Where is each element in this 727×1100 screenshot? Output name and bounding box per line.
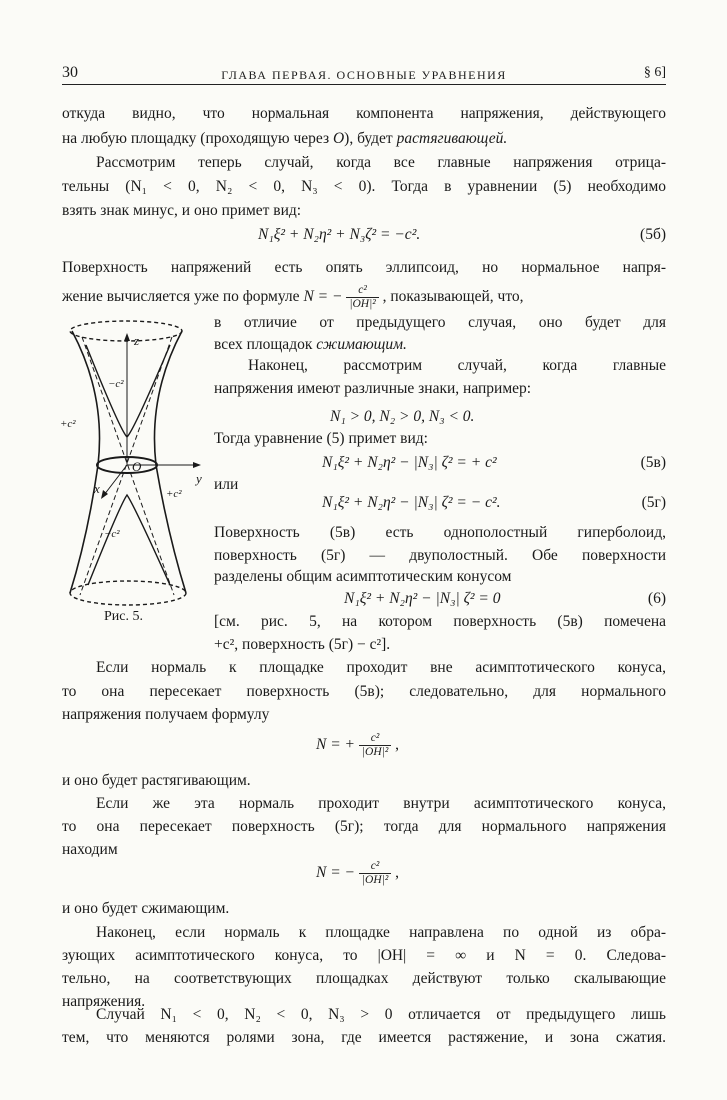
- page-number: 30: [62, 64, 78, 81]
- label-y: y: [196, 471, 202, 486]
- x-axis: [104, 465, 127, 495]
- figure-5-hyperboloid: [58, 315, 203, 615]
- text-line: и оно будет растягивающим.: [62, 772, 251, 789]
- text-line: Наконец, рассмотрим случай, когда главные: [248, 357, 666, 374]
- equation-5v: N₁ξ² + N₂η² − |N₃| ζ² = + c²: [322, 454, 497, 471]
- label-x: x: [94, 481, 100, 496]
- text-line: находим: [62, 841, 118, 858]
- text-line: Случай N₁ < 0, N₂ < 0, N₃ > 0 отличается от предыдущего лишь: [96, 1006, 666, 1023]
- text-line: Поверхность напряжений есть опять эллипсоид, но нормальное напря-: [62, 259, 666, 276]
- equation-5b: N₁ξ² + N₂η² + N₃ζ² = −c².: [258, 226, 421, 243]
- running-header: [62, 62, 666, 82]
- equation-number: (5г): [641, 494, 666, 511]
- equation-number: (6): [647, 590, 666, 607]
- label-minus-c2-bottom: −c²: [104, 528, 120, 540]
- label-plus-c2-left: +c²: [60, 418, 76, 430]
- text-line: [см. рис. 5, на котором поверхность (5в) помечена: [214, 613, 666, 630]
- z-arrow-icon: [124, 333, 130, 341]
- text-line: разделены общим асимптотическим конусом: [214, 568, 512, 585]
- text-line: на любую площадку (проходящую через O), будет растягивающей.: [62, 130, 508, 147]
- fraction: $\frac{\text{c²}}{\text{|OH|²}}$: [359, 860, 391, 887]
- text-line: в отличие от предыдущего случая, оно будет для: [214, 314, 666, 331]
- formula-compressive: N = − $\frac{\text{c²}}{\text{|OH|²}}$ ,: [316, 860, 400, 886]
- text-line: Если нормаль к площадке проходит вне асимптотического конуса,: [96, 659, 666, 676]
- text-line: тельны (N₁ < 0, N₂ < 0, N₃ < 0). Тогда в уравнении (5) необходимо: [62, 178, 666, 195]
- fraction: $\frac{\text{c²}}{\text{|OH|²}}$: [359, 732, 391, 759]
- text-line: тельно, на соответствующих площадках действуют только скалывающие: [62, 970, 666, 987]
- text-line: жение вычисляется уже по формуле N = − $\frac{\text{c²}}{\text{|OH|²}}$ , показывающей, что,: [62, 284, 524, 310]
- equation-number: (5б): [640, 226, 666, 243]
- fraction: $\frac{\text{c²}}{\text{|OH|²}}$: [346, 284, 378, 311]
- text-line: напряжения.: [62, 993, 146, 1010]
- y-arrow-icon: [193, 462, 201, 468]
- hyperboloid-left: [70, 331, 100, 593]
- label-origin: O: [132, 459, 142, 474]
- hyperboloid-diagram: [58, 315, 203, 615]
- equation-number: (5в): [640, 454, 666, 471]
- cone-line: [82, 337, 174, 595]
- header-rule: [62, 84, 666, 85]
- text-line: то она пересекает поверхность (5в); следовательно, для нормального: [62, 683, 666, 700]
- text-line: напряжения получаем формулу: [62, 706, 270, 723]
- text-line: взять знак минус, и оно примет вид:: [62, 202, 302, 219]
- text-line: Наконец, если нормаль к площадке направлена по одной из обра-: [96, 924, 666, 941]
- text-line: +c², поверхность (5г) − c²].: [214, 636, 391, 653]
- text-line: то она пересекает поверхность (5г); тогда для нормального напряжения: [62, 818, 666, 835]
- figure-caption: Рис. 5.: [104, 609, 143, 624]
- text-line: Поверхность (5в) есть однополостный гиперболоид,: [214, 524, 666, 541]
- chapter-title: ГЛАВА ПЕРВАЯ. ОСНОВНЫЕ УРАВНЕНИЯ: [221, 68, 507, 82]
- text-line: зующих асимптотического конуса, то |OH| = ∞ и N = 0. Следова-: [62, 947, 666, 964]
- equation-6: N₁ξ² + N₂η² − |N₃| ζ² = 0: [344, 590, 501, 607]
- label-plus-c2-right: +c²: [166, 488, 182, 500]
- text-line: Рассмотрим теперь случай, когда все главные напряжения отрица-: [96, 154, 666, 171]
- text-line: напряжения имеют различные знаки, например:: [214, 380, 532, 397]
- section-mark: § 6]: [643, 65, 666, 80]
- text-line: поверхность (5г) — двуполостный. Обе поверхности: [214, 547, 666, 564]
- text-line: Тогда уравнение (5) примет вид:: [214, 430, 428, 447]
- formula-tensile: N = + $\frac{\text{c²}}{\text{|OH|²}}$ ,: [316, 732, 400, 758]
- text-line: откуда видно, что нормальная компонента напряжения, действующего: [62, 105, 666, 122]
- equation-5g: N₁ξ² + N₂η² − |N₃| ζ² = − c².: [322, 494, 501, 511]
- text-line: всех площадок сжимающим.: [214, 336, 407, 353]
- label-z: z: [134, 333, 140, 348]
- inequality: N₁ > 0, N₂ > 0, N₃ < 0.: [330, 408, 475, 425]
- lower-sheet: [88, 495, 170, 585]
- text-line: и оно будет сжимающим.: [62, 900, 230, 917]
- bottom-ellipse: [70, 581, 186, 605]
- text-line: или: [214, 476, 239, 493]
- label-minus-c2-top: −c²: [108, 378, 124, 390]
- text-line: Если же эта нормаль проходит внутри асимптотического конуса,: [96, 795, 666, 812]
- text-line: тем, что меняются ролями зона, где имеется растяжение, и зона сжатия.: [62, 1029, 666, 1046]
